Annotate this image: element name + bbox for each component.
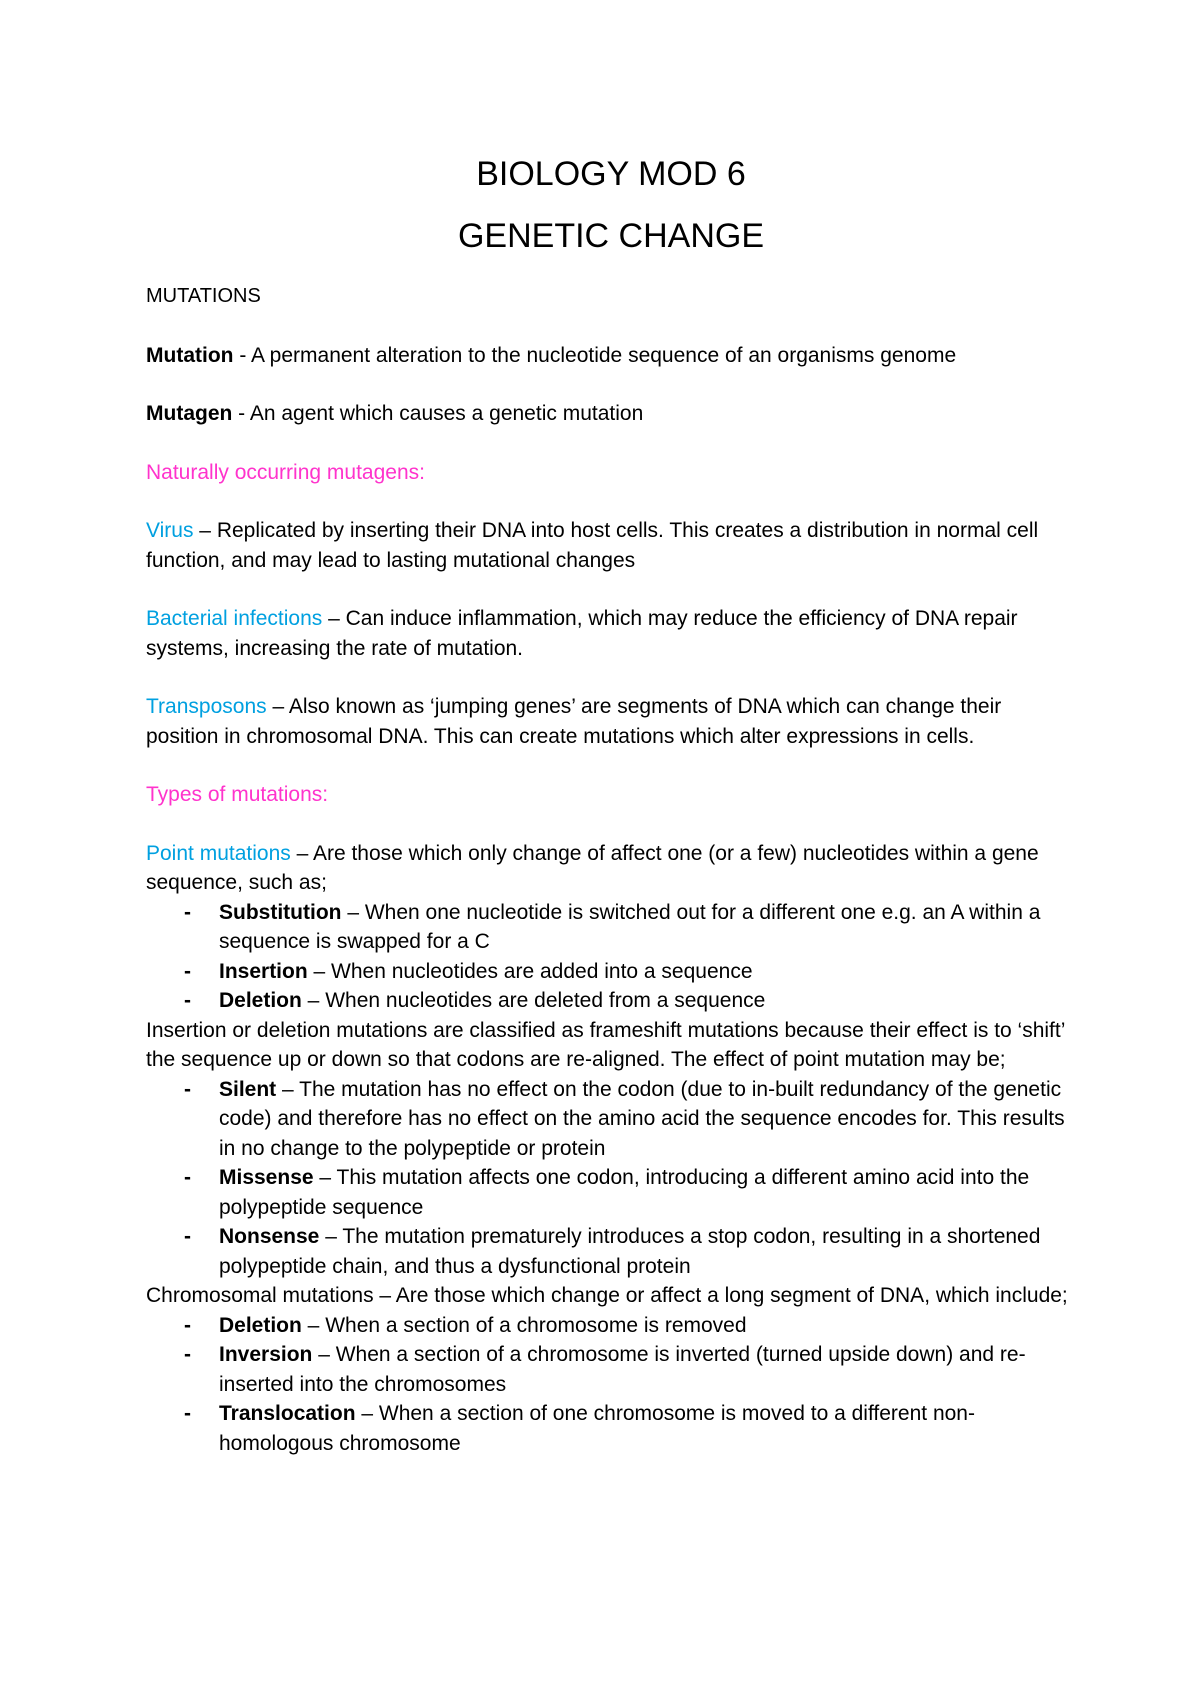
list-item: [146, 1311, 1076, 1341]
list-item-term: Deletion: [219, 1313, 302, 1337]
page-title: BIOLOGY MOD 6: [476, 155, 746, 193]
page-subtitle: GENETIC CHANGE: [457, 217, 765, 255]
point-effect-list: [146, 1075, 1076, 1282]
mutagen-virus: [146, 516, 1076, 575]
mutagen-text: – Can induce inflammation, which may reduce the efficiency of DNA repair systems, increasing the rate of mutation.: [146, 607, 1018, 660]
heading-naturally-occurring: Naturally occurring mutagens:: [146, 460, 425, 484]
point-mutations-intro: [146, 839, 1076, 898]
list-item-term: Inversion: [219, 1343, 313, 1366]
list-item: [146, 1340, 1076, 1399]
dash-bullet: -: [184, 900, 191, 924]
list-item-term: Translocation: [219, 1402, 356, 1425]
list-item-term: Substitution: [219, 900, 342, 924]
list-item-term: Nonsense: [219, 1225, 320, 1248]
point-mutations-term: Point mutations: [146, 841, 291, 865]
mutagen-bacterial: [146, 604, 1076, 663]
list-item-text: – The mutation prematurely introduces a stop codon, resulting in a shortened polypeptide chain, and thus a dysfunctional protein: [219, 1225, 1041, 1278]
list-item-text: – When a section of one chromosome is moved to a different non-homologous chromosome: [219, 1402, 975, 1455]
document-page: [146, 150, 1076, 1458]
list-item: [146, 1399, 1076, 1458]
list-item: [146, 1163, 1076, 1222]
list-item-text: – When nucleotides are deleted from a sequence: [301, 989, 766, 1012]
chromosomal-mutations-paragraph: Chromosomal mutations – Are those which change or affect a long segment of DNA, which include;: [146, 1284, 1068, 1307]
frameshift-paragraph: Insertion or deletion mutations are classified as frameshift mutations because their effect is to ‘shift’ the sequence up or down so that codons are re-aligned. The effect of point mutation may be;: [146, 1018, 1065, 1071]
definition-term: Mutagen: [146, 402, 233, 425]
chromosomal-mutation-list: [146, 1311, 1076, 1459]
mutagen-text: – Replicated by inserting their DNA into host cells. This creates a distribution in normal cell function, and may lead to lasting mutational changes: [146, 519, 1039, 572]
mutagen-term: Virus: [146, 519, 194, 542]
dash-bullet: -: [184, 1077, 191, 1101]
list-item-term: Deletion: [219, 989, 302, 1012]
dash-bullet: -: [184, 1343, 191, 1366]
list-item-text: – When nucleotides are added into a sequence: [307, 959, 753, 983]
list-item-text: – The mutation has no effect on the codon (due to in-built redundancy of the genetic code) and therefore has no effect on the amino acid the sequence encodes for. This results in no change to the polypeptide or protein: [219, 1077, 1065, 1160]
mutagen-term: Bacterial infections: [146, 607, 323, 630]
mutagen-text: – Also known as ‘jumping genes’ are segments of DNA which can change their position in chromosomal DNA. This can create mutations which alter expressions in cells.: [146, 695, 1002, 748]
list-item: [146, 1222, 1076, 1281]
dash-bullet: -: [184, 1313, 191, 1337]
definition-mutagen: [146, 399, 1076, 429]
dash-bullet: -: [184, 1225, 191, 1248]
list-item-text: – When a section of a chromosome is inverted (turned upside down) and re-inserted into the chromosomes: [219, 1343, 1026, 1396]
mutagen-term: Transposons: [146, 695, 267, 718]
heading-types-of-mutations: Types of mutations:: [146, 783, 329, 806]
list-item-text: – When one nucleotide is switched out for a different one e.g. an A within a sequence is swapped for a C: [219, 900, 1041, 953]
definition-mutation: [146, 341, 1076, 371]
definition-term: Mutation: [146, 343, 234, 367]
list-item-text: – This mutation affects one codon, introducing a different amino acid into the polypeptide sequence: [219, 1166, 1030, 1219]
list-item-term: Missense: [219, 1166, 314, 1189]
list-item: [146, 1075, 1076, 1164]
point-mutations-text: – Are those which only change of affect one (or a few) nucleotides within a gene sequence, such as;: [146, 841, 1039, 894]
list-item: [146, 898, 1076, 957]
definition-text: - A permanent alteration to the nucleotide sequence of an organisms genome: [233, 343, 957, 367]
point-mutation-list: [146, 898, 1076, 1016]
dash-bullet: -: [184, 989, 191, 1012]
list-item-text: – When a section of a chromosome is removed: [301, 1313, 747, 1337]
list-item-term: Insertion: [219, 959, 308, 983]
definition-text: - An agent which causes a genetic mutation: [232, 402, 644, 425]
list-item-term: Silent: [219, 1077, 277, 1101]
dash-bullet: -: [184, 959, 191, 983]
dash-bullet: -: [184, 1402, 191, 1425]
dash-bullet: -: [184, 1166, 191, 1189]
list-item: [146, 986, 1076, 1016]
section-label-mutations: MUTATIONS: [146, 285, 261, 307]
list-item: [146, 957, 1076, 987]
mutagen-transposons: [146, 692, 1076, 751]
